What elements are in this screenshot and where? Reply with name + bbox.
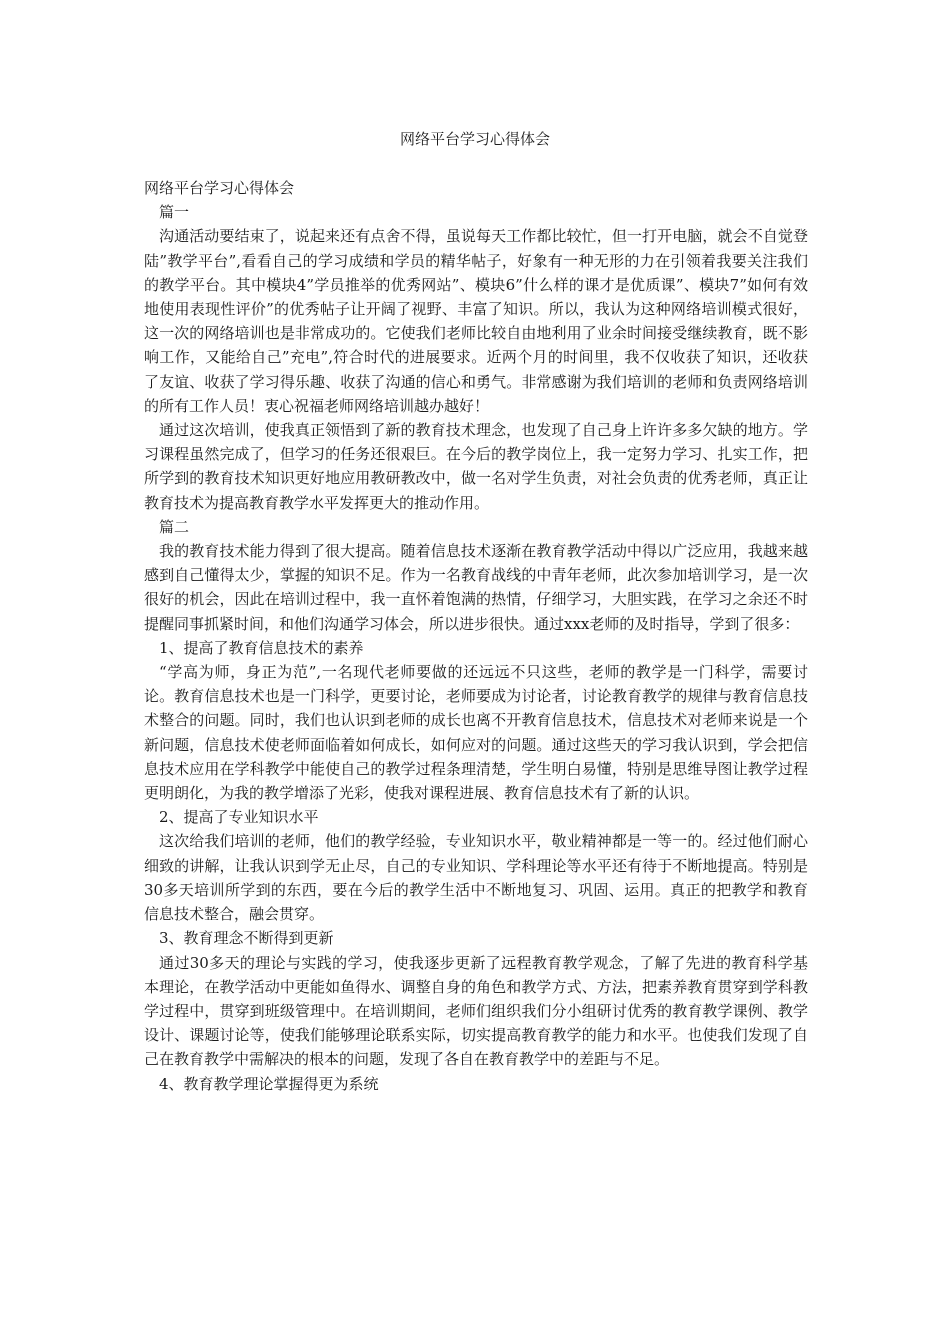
document-paragraph: 4、教育教学理论掌握得更为系统 — [159, 1074, 379, 1093]
document-paragraph: 沟通活动要结束了，说起来还有点舍不得，虽说每天工作都比较忙，但一打开电脑，就会不自觉登陆”教学平台”,看看自己的学习成绩和学员的精华帖子，好象有一种无形的力在引领着我要关注我们的教学平台。其中模块4”学员推举的优秀网站”、模块6”什么样的课才是优质课”、模块7”如何有效地使用表现性评价”的优秀帖子让开阔了视野、丰富了知识。所以，我认为这种网络培训模式很好，这一次的网络培训也是非常成功的。它使我们老师比较自由地利用了业余时间接受继续教育，既不影响工作，又能给自己”充电”,符合时代的进展要求。近两个月的时间里，我不仅收获了知识，还收获了友谊、收获了学习得乐趣、收获了沟通的信心和勇气。非常感谢为我们培训的老师和负责网络培训的所有工作人员！衷心祝福老师网络培训越办越好！ — [144, 227, 808, 415]
document-paragraph: 3、教育理念不断得到更新 — [159, 929, 334, 948]
document-paragraph: 2、提高了专业知识水平 — [159, 808, 319, 827]
document-paragraph: 我的教育技术能力得到了很大提高。随着信息技术逐渐在教育教学活动中得以广泛应用，我越来越感到自己懂得太少，掌握的知识不足。作为一名教育战线的中青年老师，此次参加培训学习，是一次很好的机会，因此在培训过程中，我一直怀着饱满的热情，仔细学习，大胆实践，在学习之余还不时提醒同事抓紧时间，和他们沟通学习体会，所以进步很快。通过xxx老师的及时指导，学到了很多： — [144, 542, 808, 633]
document-paragraph: 通过30多天的理论与实践的学习，使我逐步更新了远程教育教学观念，了解了先进的教育科学基本理论，在教学活动中更能如鱼得水、调整自身的角色和教学方式、方法，把素养教育贯穿到学科教学过程中，贯穿到班级管理中。在培训期间，老师们组织我们分小组研讨优秀的教育教学课例、教学设计、课题讨论等，使我们能够理论联系实际，切实提高教育教学的能力和水平。也使我们发现了自己在教育教学中需解决的根本的问题，发现了各自在教育教学中的差距与不足。 — [144, 953, 808, 1069]
document-paragraph: “学高为师，身正为范”,一名现代老师要做的还远远不只这些，老师的教学是一门科学，需要讨论。教育信息技术也是一门科学，更要讨论，老师要成为讨论者，讨论教育教学的规律与教育信息技术整合的问题。同时，我们也认识到老师的成长也离不开教育信息技术，信息技术对老师来说是一个新问题，信息技术使老师面临着如何成长，如何应对的问题。通过这些天的学习我认识到，学会把信息技术应用在学科教学中能使自己的教学过程条理清楚，学生明白易懂，特别是思维导图让教学过程更明朗化，为我的教学增添了光彩，使我对课程进展、教育信息技术有了新的认识。 — [144, 663, 808, 803]
document-paragraph: 1、提高了教育信息技术的素养 — [159, 638, 364, 657]
document-paragraph: 篇二 — [159, 517, 190, 536]
document-paragraph: 篇一 — [159, 203, 190, 222]
document-paragraph: 通过这次培训，使我真正领悟到了新的教育技术理念，也发现了自己身上许许多多欠缺的地方。学习课程虽然完成了，但学习的任务还很艰巨。在今后的教学岗位上，我一定努力学习、扎实工作，把所学到的教育技术知识更好地应用教研教改中，做一名对学生负责，对社会负责的优秀老师，真正让教育技术为提高教育教学水平发挥更大的推动作用。 — [144, 421, 808, 512]
document-title: 网络平台学习心得体会 — [399, 130, 550, 148]
document-paragraph: 网络平台学习心得体会 — [144, 179, 295, 197]
document-body — [144, 176, 808, 1096]
document-paragraph: 这次给我们培训的老师，他们的教学经验，专业知识水平，敬业精神都是一等一的。经过他们耐心细致的讲解，让我认识到学无止尽，自己的专业知识、学科理论等水平还有待于不断地提高。特别是30多天培训所学到的东西，要在今后的教学生活中不断地复习、巩固、运用。真正的把教学和教育信息技术整合，融会贯穿。 — [144, 832, 808, 924]
